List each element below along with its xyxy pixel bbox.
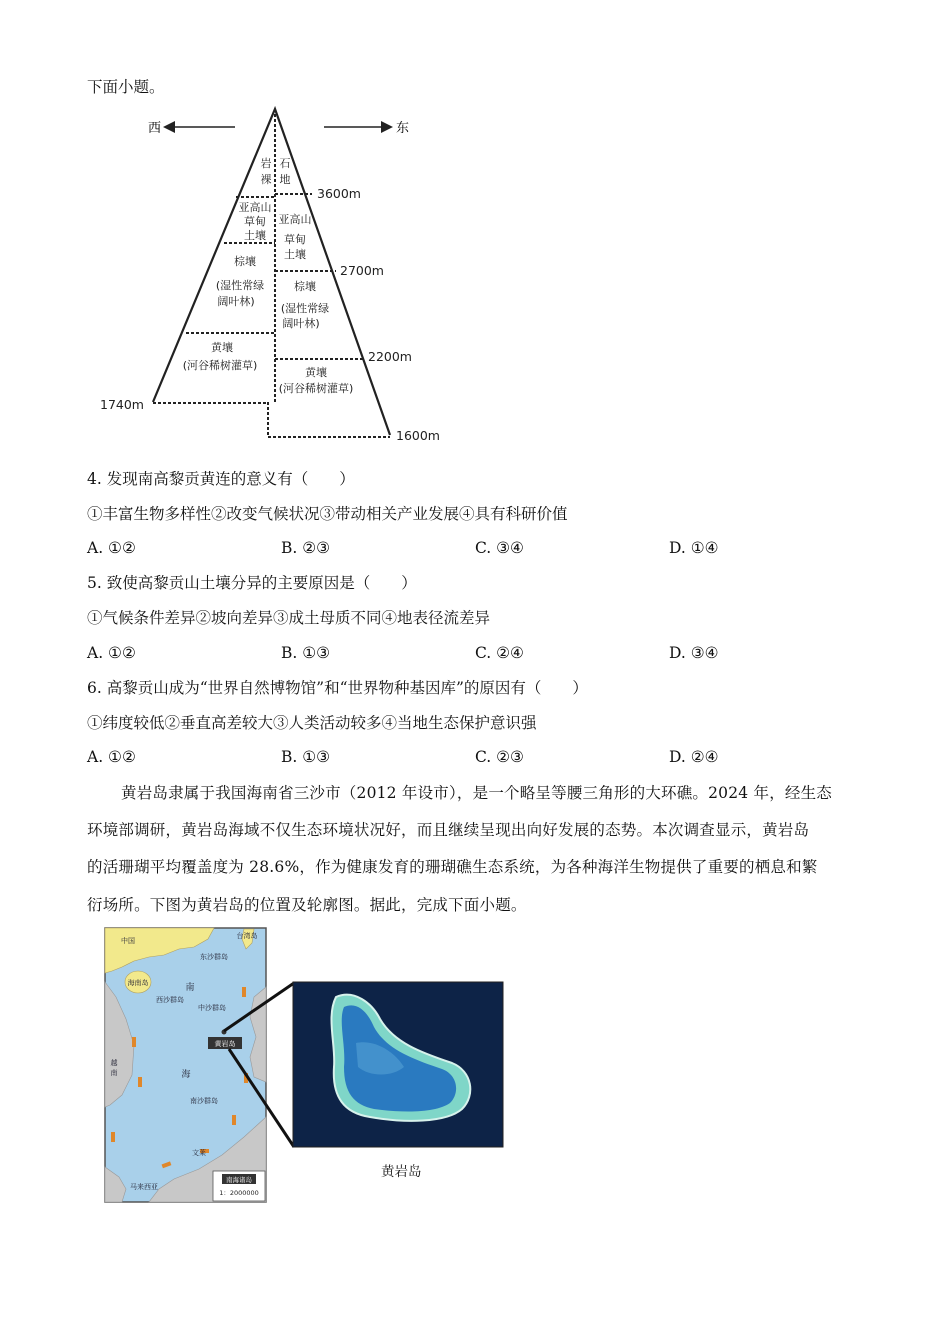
question-5-option-c[interactable]: C. ②④ — [475, 644, 524, 662]
east-zone-1-b: 地 — [279, 173, 291, 186]
question-6-option-a[interactable]: A. ①② — [87, 748, 136, 766]
intro-fragment: 下面小题。 — [87, 78, 165, 96]
svg-text:土壤: 土壤 — [284, 248, 306, 261]
question-5-option-a[interactable]: A. ①② — [87, 644, 136, 662]
elev-1600: 1600m — [396, 428, 440, 443]
svg-text:亚高山: 亚高山 — [278, 213, 312, 226]
map-label-wenlai: 文莱 — [192, 1149, 206, 1157]
elev-1740: 1740m — [100, 397, 144, 412]
question-5-statements: ①气候条件差异②坡向差异③成土母质不同④地表径流差异 — [87, 609, 491, 627]
question-4-option-a[interactable]: A. ①② — [87, 539, 136, 557]
svg-text:棕壤: 棕壤 — [234, 255, 256, 268]
question-5-stem: 5. 致使高黎贡山土壤分异的主要原因是（ ） — [87, 574, 417, 592]
passage-line-1: 黄岩岛隶属于我国海南省三沙市（2012 年设市），是一个略呈等腰三角形的大环礁。2024 年，经生态 — [121, 784, 832, 802]
svg-text:亚高山: 亚高山 — [238, 201, 272, 214]
soil-profile-diagram — [100, 105, 460, 445]
map-label-china: 中国 — [121, 937, 135, 945]
map-label-nansha: 南沙群岛 — [190, 1097, 218, 1105]
svg-text:草甸: 草甸 — [244, 215, 266, 228]
passage-line-4: 衍场所。下图为黄岩岛的位置及轮廓图。据此，完成下面小题。 — [87, 896, 527, 914]
passage-line-3: 的活珊瑚平均覆盖度为 28.6%，作为健康发育的珊瑚礁生态系统，为各种海洋生物提供了重要的栖息和繁 — [87, 858, 818, 876]
question-5-option-d[interactable]: D. ③④ — [669, 644, 719, 662]
svg-text:土壤: 土壤 — [244, 229, 266, 242]
elev-2200: 2200m — [368, 349, 412, 364]
question-6-stem: 6. 高黎贡山成为“世界自然博物馆”和“世界物种基因库”的原因有（ ） — [87, 679, 588, 697]
elev-3600: 3600m — [317, 186, 361, 201]
huangyan-satellite-image — [293, 982, 503, 1147]
map-label-hainan: 海南岛 — [127, 979, 149, 987]
map-legend-title: 南海诸岛 — [226, 1176, 252, 1184]
svg-text:(湿性常绿: (湿性常绿 — [280, 302, 330, 315]
question-4-statements: ①丰富生物多样性②改变气候状况③带动相关产业发展④具有科研价值 — [87, 505, 568, 523]
question-4-stem: 4. 发现南高黎贡黄连的意义有（ ） — [87, 470, 355, 488]
west-zone-1-b: 裸 — [260, 173, 272, 186]
question-4-option-c[interactable]: C. ③④ — [475, 539, 524, 557]
svg-text:草甸: 草甸 — [284, 233, 306, 246]
question-4-option-b[interactable]: B. ②③ — [281, 539, 331, 557]
svg-text:(河谷稀树灌草): (河谷稀树灌草) — [278, 382, 354, 395]
west-label: 西 — [148, 121, 162, 136]
svg-text:(湿性常绿: (湿性常绿 — [215, 279, 265, 292]
map-label-huangyan: 黄岩岛 — [214, 1040, 236, 1048]
elev-2700: 2700m — [340, 263, 384, 278]
south-china-sea-map — [105, 928, 266, 1202]
map-label-vietnam: 越南 — [110, 1059, 118, 1077]
svg-text:阔叶林): 阔叶林) — [282, 317, 320, 330]
west-zone-1-a: 岩 — [260, 157, 272, 170]
passage-line-2: 环境部调研，黄岩岛海域不仅生态环境状况好，而且继续呈现出向好发展的态势。本次调查显示，黄岩岛 — [87, 821, 810, 839]
svg-text:黄壤: 黄壤 — [305, 366, 327, 379]
question-4-option-d[interactable]: D. ①④ — [669, 539, 719, 557]
question-5-option-b[interactable]: B. ①③ — [281, 644, 331, 662]
svg-text:棕壤: 棕壤 — [294, 280, 316, 293]
map-label-nan: 南 — [185, 983, 195, 993]
east-label: 东 — [396, 121, 410, 136]
map-legend-scale: 1：2000000 — [219, 1189, 259, 1197]
east-zone-1-a: 石 — [279, 157, 291, 170]
svg-text:(河谷稀树灌草): (河谷稀树灌草) — [182, 359, 258, 372]
question-6-option-b[interactable]: B. ①③ — [281, 748, 331, 766]
map-label-zhongsha: 中沙群岛 — [198, 1004, 226, 1012]
satellite-caption: 黄岩岛 — [381, 1164, 422, 1180]
svg-text:黄壤: 黄壤 — [211, 341, 233, 354]
huangyan-map-figure — [104, 927, 514, 1207]
map-label-xisha: 西沙群岛 — [156, 996, 184, 1004]
question-6-option-d[interactable]: D. ②④ — [669, 748, 719, 766]
map-label-dongsha: 东沙群岛 — [200, 953, 228, 961]
map-label-malaysia: 马来西亚 — [130, 1183, 158, 1191]
map-label-taiwan: 台湾岛 — [236, 932, 258, 940]
question-6-statements: ①纬度较低②垂直高差较大③人类活动较多④当地生态保护意识强 — [87, 714, 537, 732]
question-6-option-c[interactable]: C. ②③ — [475, 748, 524, 766]
map-label-hai: 海 — [181, 1070, 191, 1080]
svg-text:阔叶林): 阔叶林) — [217, 295, 255, 308]
